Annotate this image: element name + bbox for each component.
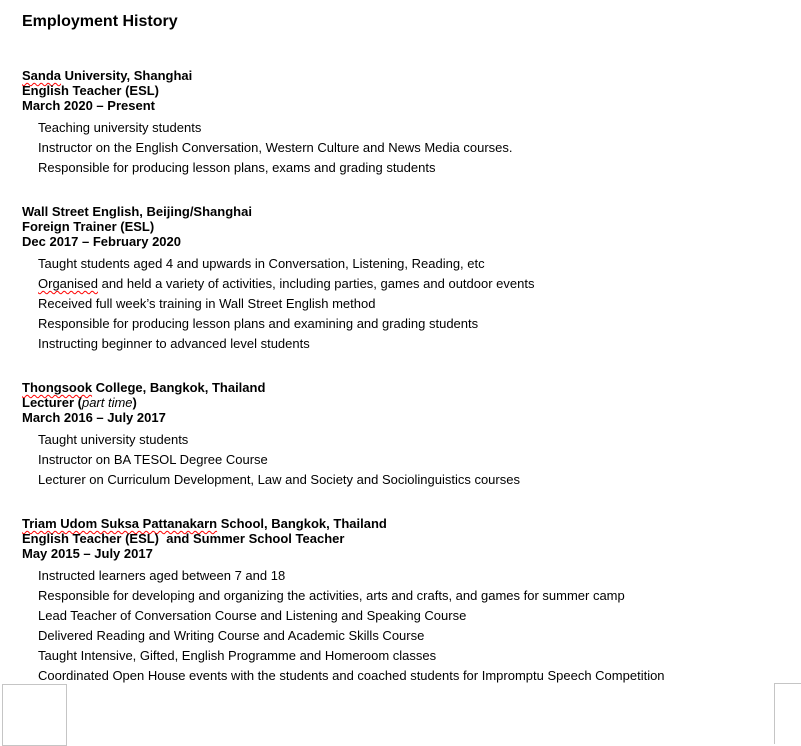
role-line — [22, 531, 762, 546]
employment-section — [22, 68, 762, 178]
bullet-text: Lead Teacher of Conversation Course and Listening and Speaking Course — [38, 608, 467, 623]
bullet-line — [38, 274, 762, 294]
bullet-text: Received full week’s training in Wall Street English method — [38, 296, 376, 311]
bullet-text: Instructing beginner to advanced level students — [38, 336, 310, 351]
role-text-italic: part time — [81, 395, 133, 410]
bullet-list — [38, 254, 762, 354]
bullet-text: Teaching university students — [38, 120, 202, 135]
role-line — [22, 219, 762, 234]
dates-line: March 2016 – July 2017 — [22, 410, 166, 425]
role-text-post: ) — [132, 395, 137, 410]
bullet-line — [38, 334, 762, 354]
role-line — [22, 395, 762, 410]
company-text-post: School, Bangkok, Thailand — [217, 516, 387, 531]
dates-line: March 2020 – Present — [22, 98, 155, 113]
bullet-text: Taught students aged 4 and upwards in Conversation, Listening, Reading, etc — [38, 256, 485, 271]
bullet-list — [38, 430, 762, 490]
bullet-line — [38, 666, 762, 686]
bullet-line — [38, 606, 762, 626]
role-text-pre: English Teacher (ESL) — [22, 83, 160, 98]
bullet-list — [38, 566, 762, 686]
bullet-line — [38, 158, 762, 178]
employment-section — [22, 380, 762, 490]
bullet-text-post: and held a variety of activities, including parties, games and outdoor events — [97, 276, 535, 291]
bullet-text: Instructed learners aged between 7 and 18 — [38, 568, 286, 583]
bullet-line — [38, 314, 762, 334]
bullet-text: Instructor on BA TESOL Degree Course — [38, 452, 268, 467]
bullet-line — [38, 470, 762, 490]
bullet-line — [38, 138, 762, 158]
role-text-pre: English Teacher (ESL) and Summer School Teacher — [22, 531, 345, 546]
role-text-pre: Foreign Trainer (ESL) — [22, 219, 155, 234]
page-boundary-corner-left — [2, 684, 67, 746]
bullet-text: Instructor on the English Conversation, Western Culture and News Media courses. — [38, 140, 513, 155]
bullet-line — [38, 118, 762, 138]
company-misspelled-word: Sanda — [22, 68, 62, 83]
bullet-line — [38, 450, 762, 470]
role-line — [22, 83, 762, 98]
bullet-line — [38, 626, 762, 646]
employment-section — [22, 204, 762, 354]
bullet-text: Lecturer on Curriculum Development, Law and Society and Sociolinguistics courses — [38, 472, 520, 487]
bullet-line — [38, 646, 762, 666]
bullet-line — [38, 586, 762, 606]
dates-line: Dec 2017 – February 2020 — [22, 234, 181, 249]
company-misspelled-word: Triam Udom Suksa Pattanakarn — [22, 516, 218, 531]
company-text-post: College, Bangkok, Thailand — [92, 380, 266, 395]
company-line — [22, 516, 762, 531]
page-title: Employment History — [22, 13, 178, 30]
company-misspelled-word: Thongsook — [22, 380, 93, 395]
bullet-misspelled-word: Organised — [38, 276, 98, 291]
company-text-post: University, Shanghai — [61, 68, 193, 83]
bullet-line — [38, 430, 762, 450]
bullet-line — [38, 294, 762, 314]
document-page[interactable] — [22, 13, 762, 686]
company-line — [22, 380, 762, 395]
bullet-text: Responsible for producing lesson plans and examining and grading students — [38, 316, 479, 331]
company-text-pre: Wall Street English, Beijing/Shanghai — [22, 204, 252, 219]
bullet-list — [38, 118, 762, 178]
role-text-pre: Lecturer ( — [22, 395, 82, 410]
dates-line: May 2015 – July 2017 — [22, 546, 153, 561]
bullet-text: Taught university students — [38, 432, 189, 447]
employment-section — [22, 516, 762, 686]
bullet-text: Delivered Reading and Writing Course and Academic Skills Course — [38, 628, 425, 643]
company-line — [22, 68, 762, 83]
bullet-text: Responsible for producing lesson plans, exams and grading students — [38, 160, 436, 175]
bullet-line — [38, 254, 762, 274]
bullet-text: Responsible for developing and organizing the activities, arts and crafts, and games for summer camp — [38, 588, 625, 603]
company-line — [22, 204, 762, 219]
bullet-text: Coordinated Open House events with the students and coached students for Impromptu Speech Competition — [38, 668, 665, 683]
page-boundary-corner-right — [774, 683, 801, 744]
bullet-line — [38, 566, 762, 586]
bullet-text: Taught Intensive, Gifted, English Programme and Homeroom classes — [38, 648, 437, 663]
